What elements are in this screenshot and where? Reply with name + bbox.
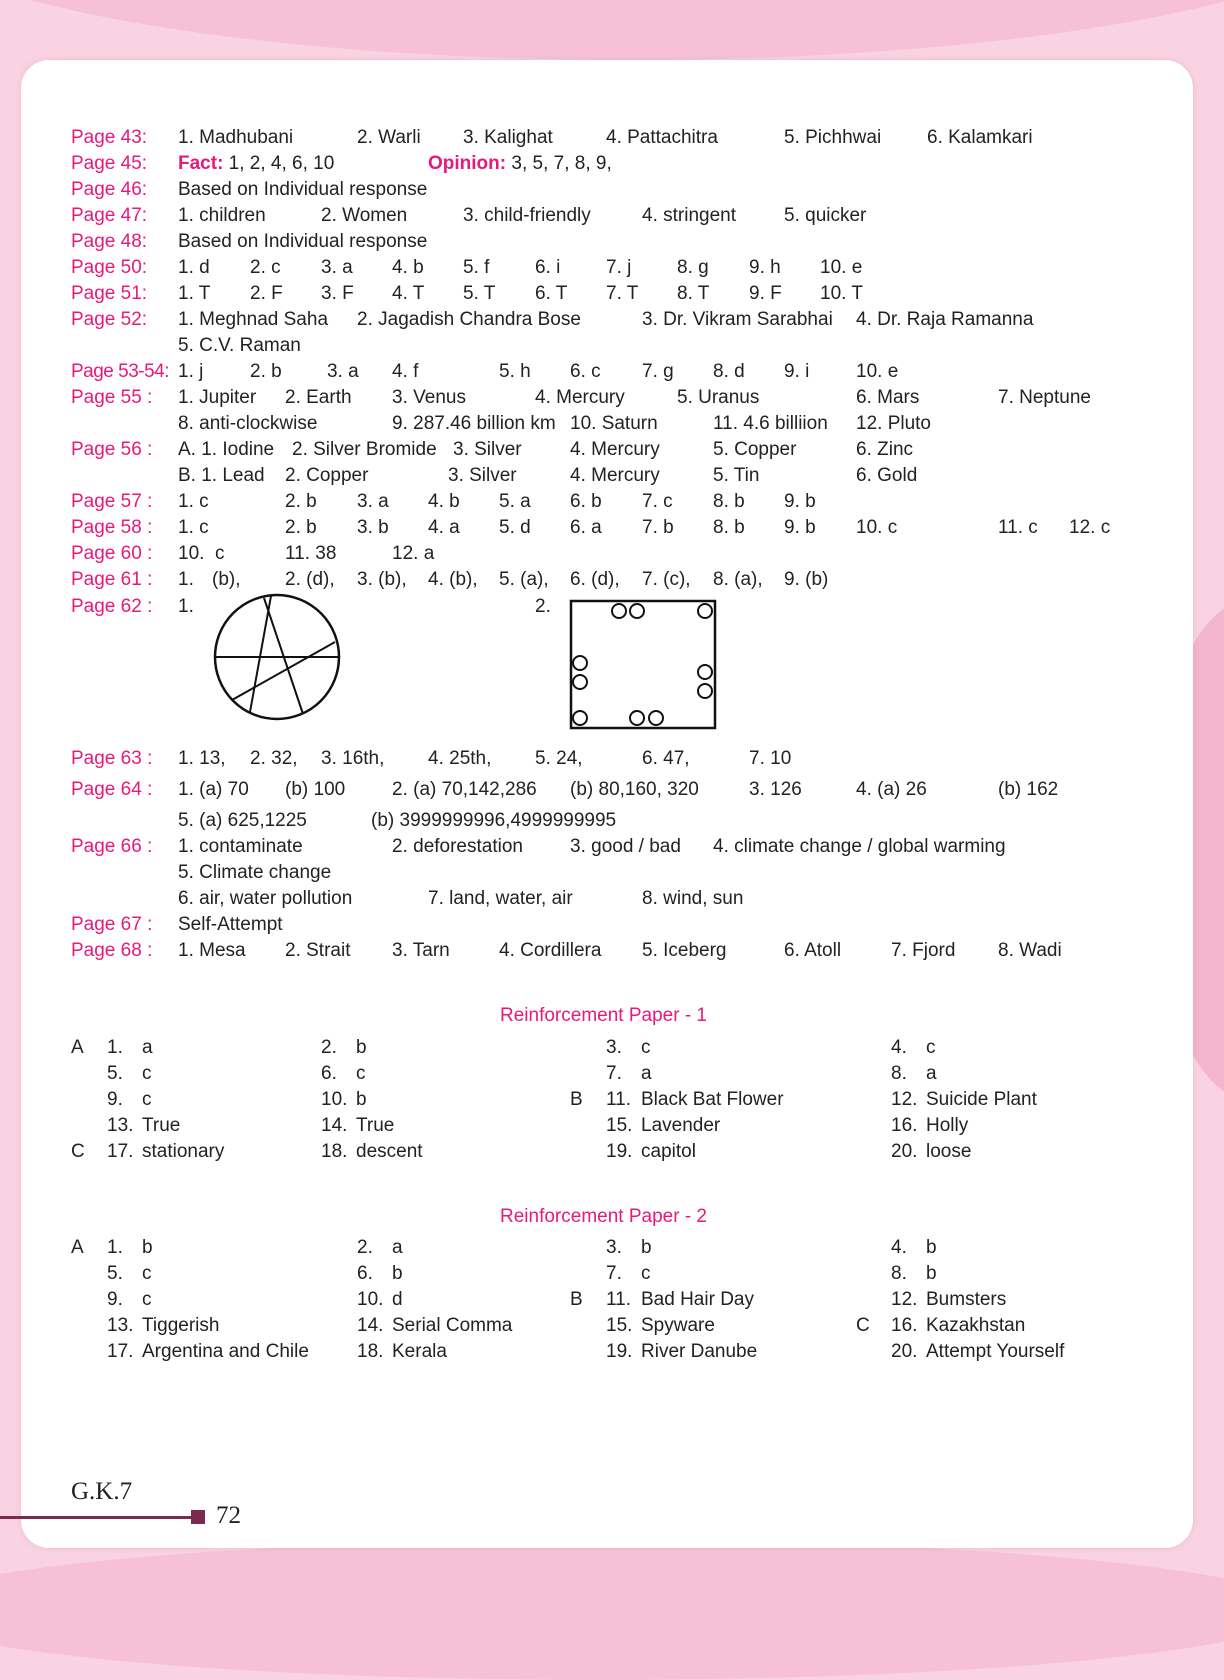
q-num: 16. bbox=[891, 1315, 918, 1336]
q-num: 4. bbox=[891, 1237, 907, 1258]
row-label: Page 51: bbox=[71, 283, 148, 304]
q-ans: Attempt Yourself bbox=[926, 1341, 1065, 1362]
answer: 5. d bbox=[499, 517, 531, 538]
answer: 6. (d), bbox=[570, 569, 620, 590]
answer: 8. b bbox=[713, 491, 745, 512]
row-label: Page 55 : bbox=[71, 387, 153, 408]
q-num: 4. bbox=[891, 1037, 907, 1058]
answer: 3. a bbox=[357, 491, 389, 512]
q-num: 19. bbox=[606, 1141, 633, 1162]
background-swirl-top bbox=[0, 0, 1224, 60]
row-label: Page 48: bbox=[71, 231, 148, 252]
q-ans: c bbox=[356, 1063, 366, 1084]
page-number: 72 bbox=[216, 1502, 241, 1529]
answer: 9. F bbox=[749, 283, 782, 304]
answer: 6. Mars bbox=[856, 387, 920, 408]
answer: 1. j bbox=[178, 361, 204, 382]
answer: 2. Warli bbox=[357, 127, 421, 148]
answer: 2. F bbox=[250, 283, 283, 304]
answer: 10. e bbox=[856, 361, 899, 382]
fact-values: 1, 2, 4, 6, 10 bbox=[223, 153, 335, 174]
q-num: 17. bbox=[107, 1341, 134, 1362]
answer: 5. (a) 625,1225 bbox=[178, 810, 307, 831]
answer: 4. Mercury bbox=[570, 439, 660, 460]
q-num: 13. bbox=[107, 1315, 134, 1336]
q-num: 7. bbox=[606, 1263, 622, 1284]
fact-label: Fact: bbox=[178, 153, 224, 174]
answer: 2. Copper bbox=[285, 465, 369, 486]
answer: 1. bbox=[178, 596, 194, 617]
answer: 10. T bbox=[820, 283, 863, 304]
q-ans: b bbox=[926, 1237, 937, 1258]
answer: 12. a bbox=[392, 543, 435, 564]
q-ans: b bbox=[356, 1089, 367, 1110]
answer: A. 1. Iodine bbox=[178, 439, 275, 460]
answer: 9. b bbox=[784, 491, 816, 512]
answer: Based on Individual response bbox=[178, 231, 428, 252]
answer: 5. Copper bbox=[713, 439, 797, 460]
section-title-rp1: Reinforcement Paper - 1 bbox=[500, 1005, 707, 1026]
answer: 4. f bbox=[392, 361, 419, 382]
q-num: 14. bbox=[321, 1115, 348, 1136]
q-ans: Argentina and Chile bbox=[142, 1341, 309, 1362]
q-ans: c bbox=[142, 1263, 152, 1284]
answer: 8. g bbox=[677, 257, 709, 278]
answer: 6. b bbox=[570, 491, 602, 512]
q-ans: Kazakhstan bbox=[926, 1315, 1026, 1336]
q-num: 18. bbox=[321, 1141, 348, 1162]
row-label: Page 67 : bbox=[71, 914, 153, 935]
square-diagram bbox=[569, 599, 719, 731]
answer: 3. b bbox=[357, 517, 389, 538]
answer: 4. a bbox=[428, 517, 460, 538]
answer: 1. contaminate bbox=[178, 836, 303, 857]
answer: 7. c bbox=[642, 491, 673, 512]
q-ans: c bbox=[926, 1037, 936, 1058]
answer: 6. a bbox=[570, 517, 602, 538]
q-num: 6. bbox=[321, 1063, 337, 1084]
q-ans: b bbox=[641, 1237, 652, 1258]
q-num: 16. bbox=[891, 1115, 918, 1136]
answer: 10. e bbox=[820, 257, 863, 278]
q-num: 10. bbox=[357, 1289, 384, 1310]
book-title: G.K.7 bbox=[71, 1478, 133, 1505]
answer: 5. Climate change bbox=[178, 862, 332, 883]
row-label: Page 60 : bbox=[71, 543, 153, 564]
answer: 1. T bbox=[178, 283, 211, 304]
answer: 4. climate change / global warming bbox=[713, 836, 1006, 857]
row-label: Page 62 : bbox=[71, 596, 153, 617]
answer: 5. Iceberg bbox=[642, 940, 727, 961]
q-ans: b bbox=[142, 1237, 153, 1258]
answer: 8. T bbox=[677, 283, 710, 304]
fact-answer bbox=[178, 152, 334, 176]
q-ans: c bbox=[641, 1037, 651, 1058]
answer: 3. (b), bbox=[357, 569, 407, 590]
q-ans: stationary bbox=[142, 1141, 225, 1162]
answer: 3. child-friendly bbox=[463, 205, 591, 226]
answer: 2. 32, bbox=[250, 748, 298, 769]
q-num: 9. bbox=[107, 1289, 123, 1310]
answer: 8. (a), bbox=[713, 569, 763, 590]
row-label: Page 64 : bbox=[71, 779, 153, 800]
q-num: 15. bbox=[606, 1315, 633, 1336]
q-ans: c bbox=[142, 1289, 152, 1310]
answer: 2. Earth bbox=[285, 387, 352, 408]
answer: 3. Dr. Vikram Sarabhai bbox=[642, 309, 833, 330]
answer: 7. Fjord bbox=[891, 940, 956, 961]
answer: 10. c bbox=[856, 517, 898, 538]
q-ans: Tiggerish bbox=[142, 1315, 220, 1336]
answer: 2. Strait bbox=[285, 940, 351, 961]
answer: 2. (a) 70,142,286 bbox=[392, 779, 537, 800]
answer: 4. Mercury bbox=[535, 387, 625, 408]
answer: 9. h bbox=[749, 257, 781, 278]
answer: 3. Venus bbox=[392, 387, 466, 408]
q-ans: d bbox=[392, 1289, 403, 1310]
answer: 9. b bbox=[784, 517, 816, 538]
answer: 9. 287.46 billion km bbox=[392, 413, 556, 434]
answer: 8. Wadi bbox=[998, 940, 1062, 961]
answer: 4. stringent bbox=[642, 205, 736, 226]
answer: 1. Meghnad Saha bbox=[178, 309, 329, 330]
q-num: 10. bbox=[321, 1089, 348, 1110]
answer: (b) 80,160, 320 bbox=[570, 779, 699, 800]
answer: 4. Dr. Raja Ramanna bbox=[856, 309, 1034, 330]
q-ans: Kerala bbox=[392, 1341, 447, 1362]
answer: 1. 13, bbox=[178, 748, 226, 769]
row-label: Page 45: bbox=[71, 153, 148, 174]
q-num: 18. bbox=[357, 1341, 384, 1362]
answer: 8. b bbox=[713, 517, 745, 538]
q-num: 11. bbox=[606, 1289, 632, 1310]
answer: 7. (c), bbox=[642, 569, 691, 590]
answer: 5. quicker bbox=[784, 205, 867, 226]
answer: 5. (a), bbox=[499, 569, 549, 590]
answer: 12. Pluto bbox=[856, 413, 931, 434]
answer: 5. 24, bbox=[535, 748, 583, 769]
background-swirl-bottom bbox=[0, 1540, 1224, 1680]
q-ans: b bbox=[926, 1263, 937, 1284]
q-num: 12. bbox=[891, 1289, 918, 1310]
answer: 1. c bbox=[178, 517, 209, 538]
answer: 3. Silver bbox=[453, 439, 522, 460]
answer: 9. i bbox=[784, 361, 810, 382]
answer: 3. F bbox=[321, 283, 354, 304]
answer: 6. i bbox=[535, 257, 561, 278]
answer: 2. bbox=[535, 596, 551, 617]
q-ans: True bbox=[142, 1115, 181, 1136]
answer: 4. Pattachitra bbox=[606, 127, 718, 148]
q-ans: b bbox=[356, 1037, 367, 1058]
answer: 1. (a) 70 bbox=[178, 779, 249, 800]
section-letter: A bbox=[71, 1237, 84, 1258]
q-num: 3. bbox=[606, 1237, 622, 1258]
answer: (b) 3999999996,4999999995 bbox=[371, 810, 617, 831]
footer-square-icon bbox=[191, 1510, 205, 1524]
q-ans: a bbox=[641, 1063, 652, 1084]
q-ans: c bbox=[641, 1263, 651, 1284]
opinion-values: 3, 5, 7, 8, 9, bbox=[506, 153, 612, 174]
q-num: 7. bbox=[606, 1063, 622, 1084]
answer: 2. b bbox=[250, 361, 282, 382]
row-label: Page 61 : bbox=[71, 569, 153, 590]
q-ans: a bbox=[392, 1237, 403, 1258]
answer: 4. Cordillera bbox=[499, 940, 602, 961]
answer: 7. j bbox=[606, 257, 632, 278]
q-num: 1. bbox=[107, 1237, 123, 1258]
row-label: Page 68 : bbox=[71, 940, 153, 961]
q-num: 9. bbox=[107, 1089, 123, 1110]
answer: Based on Individual response bbox=[178, 179, 428, 200]
answer: 6. Kalamkari bbox=[927, 127, 1033, 148]
section-letter: B bbox=[570, 1289, 583, 1310]
q-num: 8. bbox=[891, 1263, 907, 1284]
section-title-rp2: Reinforcement Paper - 2 bbox=[500, 1206, 707, 1227]
q-ans: descent bbox=[356, 1141, 423, 1162]
section-letter: C bbox=[856, 1315, 870, 1336]
answer: 6. Atoll bbox=[784, 940, 842, 961]
answer: 6. Gold bbox=[856, 465, 918, 486]
q-num: 3. bbox=[606, 1037, 622, 1058]
answer: 1. bbox=[178, 569, 194, 590]
opinion-label: Opinion: bbox=[428, 153, 507, 174]
answer: 4. (b), bbox=[428, 569, 478, 590]
answer: 5. a bbox=[499, 491, 531, 512]
answer: 2. b bbox=[285, 517, 317, 538]
q-num: 19. bbox=[606, 1341, 633, 1362]
answer: 3. good / bad bbox=[570, 836, 681, 857]
q-ans: Serial Comma bbox=[392, 1315, 513, 1336]
answer: 5. Uranus bbox=[677, 387, 760, 408]
answer: 5. Tin bbox=[713, 465, 760, 486]
q-num: 20. bbox=[891, 1341, 918, 1362]
row-label: Page 47: bbox=[71, 205, 148, 226]
q-num: 17. bbox=[107, 1141, 134, 1162]
answer: 1. c bbox=[178, 491, 209, 512]
q-num: 5. bbox=[107, 1263, 123, 1284]
answer: 5. C.V. Raman bbox=[178, 335, 301, 356]
section-letter: A bbox=[71, 1037, 84, 1058]
row-label: Page 58 : bbox=[71, 517, 153, 538]
answer: 8. wind, sun bbox=[642, 888, 744, 909]
answer: 6. air, water pollution bbox=[178, 888, 353, 909]
answer: Self-Attempt bbox=[178, 914, 283, 935]
section-letter: B bbox=[570, 1089, 583, 1110]
q-ans: a bbox=[926, 1063, 937, 1084]
answer: 1. Mesa bbox=[178, 940, 246, 961]
answer: 7. b bbox=[642, 517, 674, 538]
answer: 12. c bbox=[1069, 517, 1111, 538]
answer: 3. 126 bbox=[749, 779, 802, 800]
answer: 3. Tarn bbox=[392, 940, 450, 961]
opinion-answer bbox=[428, 152, 612, 176]
q-ans: River Danube bbox=[641, 1341, 758, 1362]
q-ans: c bbox=[142, 1063, 152, 1084]
row-label: Page 52: bbox=[71, 309, 148, 330]
q-num: 5. bbox=[107, 1063, 123, 1084]
row-label: Page 46: bbox=[71, 179, 148, 200]
answer: 3. a bbox=[327, 361, 359, 382]
answer: B. 1. Lead bbox=[178, 465, 265, 486]
q-ans: Black Bat Flower bbox=[641, 1089, 784, 1110]
q-num: 14. bbox=[357, 1315, 384, 1336]
row-label: Page 53-54: bbox=[71, 361, 170, 382]
q-ans: loose bbox=[926, 1141, 972, 1162]
answer: 11. 4.6 billiion bbox=[713, 413, 828, 434]
section-letter: C bbox=[71, 1141, 85, 1162]
answer: 10. Saturn bbox=[570, 413, 658, 434]
row-label: Page 43: bbox=[71, 127, 148, 148]
answer: 5. f bbox=[463, 257, 490, 278]
answer: 2. c bbox=[250, 257, 281, 278]
q-num: 12. bbox=[891, 1089, 918, 1110]
answer: 8. anti-clockwise bbox=[178, 413, 318, 434]
answer: 9. (b) bbox=[784, 569, 829, 590]
answer: (b), bbox=[212, 569, 241, 590]
answer: 2. Women bbox=[321, 205, 408, 226]
q-ans: Spyware bbox=[641, 1315, 715, 1336]
answer: 4. b bbox=[392, 257, 424, 278]
q-ans: Bad Hair Day bbox=[641, 1289, 754, 1310]
answer: 8. d bbox=[713, 361, 745, 382]
answer: 7. land, water, air bbox=[428, 888, 573, 909]
answer: 7. g bbox=[642, 361, 674, 382]
answer: 7. T bbox=[606, 283, 639, 304]
q-num: 20. bbox=[891, 1141, 918, 1162]
answer: 4. b bbox=[428, 491, 460, 512]
row-label: Page 63 : bbox=[71, 748, 153, 769]
answer: 5. T bbox=[463, 283, 496, 304]
q-num: 2. bbox=[357, 1237, 373, 1258]
q-num: 8. bbox=[891, 1063, 907, 1084]
q-ans: Bumsters bbox=[926, 1289, 1007, 1310]
row-label: Page 57 : bbox=[71, 491, 153, 512]
answer: 5. h bbox=[499, 361, 531, 382]
answer: 6. Zinc bbox=[856, 439, 914, 460]
answer: 4. (a) 26 bbox=[856, 779, 927, 800]
answer: 2. deforestation bbox=[392, 836, 523, 857]
q-ans: Suicide Plant bbox=[926, 1089, 1037, 1110]
answer: 4. 25th, bbox=[428, 748, 492, 769]
q-num: 6. bbox=[357, 1263, 373, 1284]
answer: 3. a bbox=[321, 257, 353, 278]
answer: 3. 16th, bbox=[321, 748, 385, 769]
answer: 1. Jupiter bbox=[178, 387, 257, 408]
row-label: Page 56 : bbox=[71, 439, 153, 460]
answer: 2. b bbox=[285, 491, 317, 512]
q-ans: b bbox=[392, 1263, 403, 1284]
answer: 11. c bbox=[998, 517, 1038, 538]
q-ans: Holly bbox=[926, 1115, 969, 1136]
answer: 6. 47, bbox=[642, 748, 690, 769]
answer: 2. Silver Bromide bbox=[292, 439, 437, 460]
q-ans: a bbox=[142, 1037, 153, 1058]
answer: 3. Kalighat bbox=[463, 127, 553, 148]
answer: 4. Mercury bbox=[570, 465, 660, 486]
answer: 11. 38 bbox=[285, 543, 337, 564]
circle-diagram bbox=[212, 592, 342, 722]
answer: 10. c bbox=[178, 543, 225, 564]
answer: 4. T bbox=[392, 283, 425, 304]
answer: 6. c bbox=[570, 361, 601, 382]
q-num: 11. bbox=[606, 1089, 632, 1110]
answer: (b) 162 bbox=[998, 779, 1059, 800]
answer: 1. children bbox=[178, 205, 266, 226]
q-ans: capitol bbox=[641, 1141, 696, 1162]
q-ans: True bbox=[356, 1115, 395, 1136]
q-num: 1. bbox=[107, 1037, 123, 1058]
row-label: Page 66 : bbox=[71, 836, 153, 857]
answer: 5. Pichhwai bbox=[784, 127, 882, 148]
answer: (b) 100 bbox=[285, 779, 346, 800]
answer: 7. Neptune bbox=[998, 387, 1091, 408]
q-num: 2. bbox=[321, 1037, 337, 1058]
answer: 6. T bbox=[535, 283, 568, 304]
q-ans: Lavender bbox=[641, 1115, 721, 1136]
answer: 1. d bbox=[178, 257, 210, 278]
answer: 2. Jagadish Chandra Bose bbox=[357, 309, 581, 330]
answer: 2. (d), bbox=[285, 569, 335, 590]
answer: 3. Silver bbox=[448, 465, 517, 486]
row-label: Page 50: bbox=[71, 257, 148, 278]
q-num: 15. bbox=[606, 1115, 633, 1136]
answer: 7. 10 bbox=[749, 748, 792, 769]
answer: 1. Madhubani bbox=[178, 127, 294, 148]
q-ans: c bbox=[142, 1089, 152, 1110]
footer-rule bbox=[0, 1516, 196, 1519]
q-num: 13. bbox=[107, 1115, 134, 1136]
